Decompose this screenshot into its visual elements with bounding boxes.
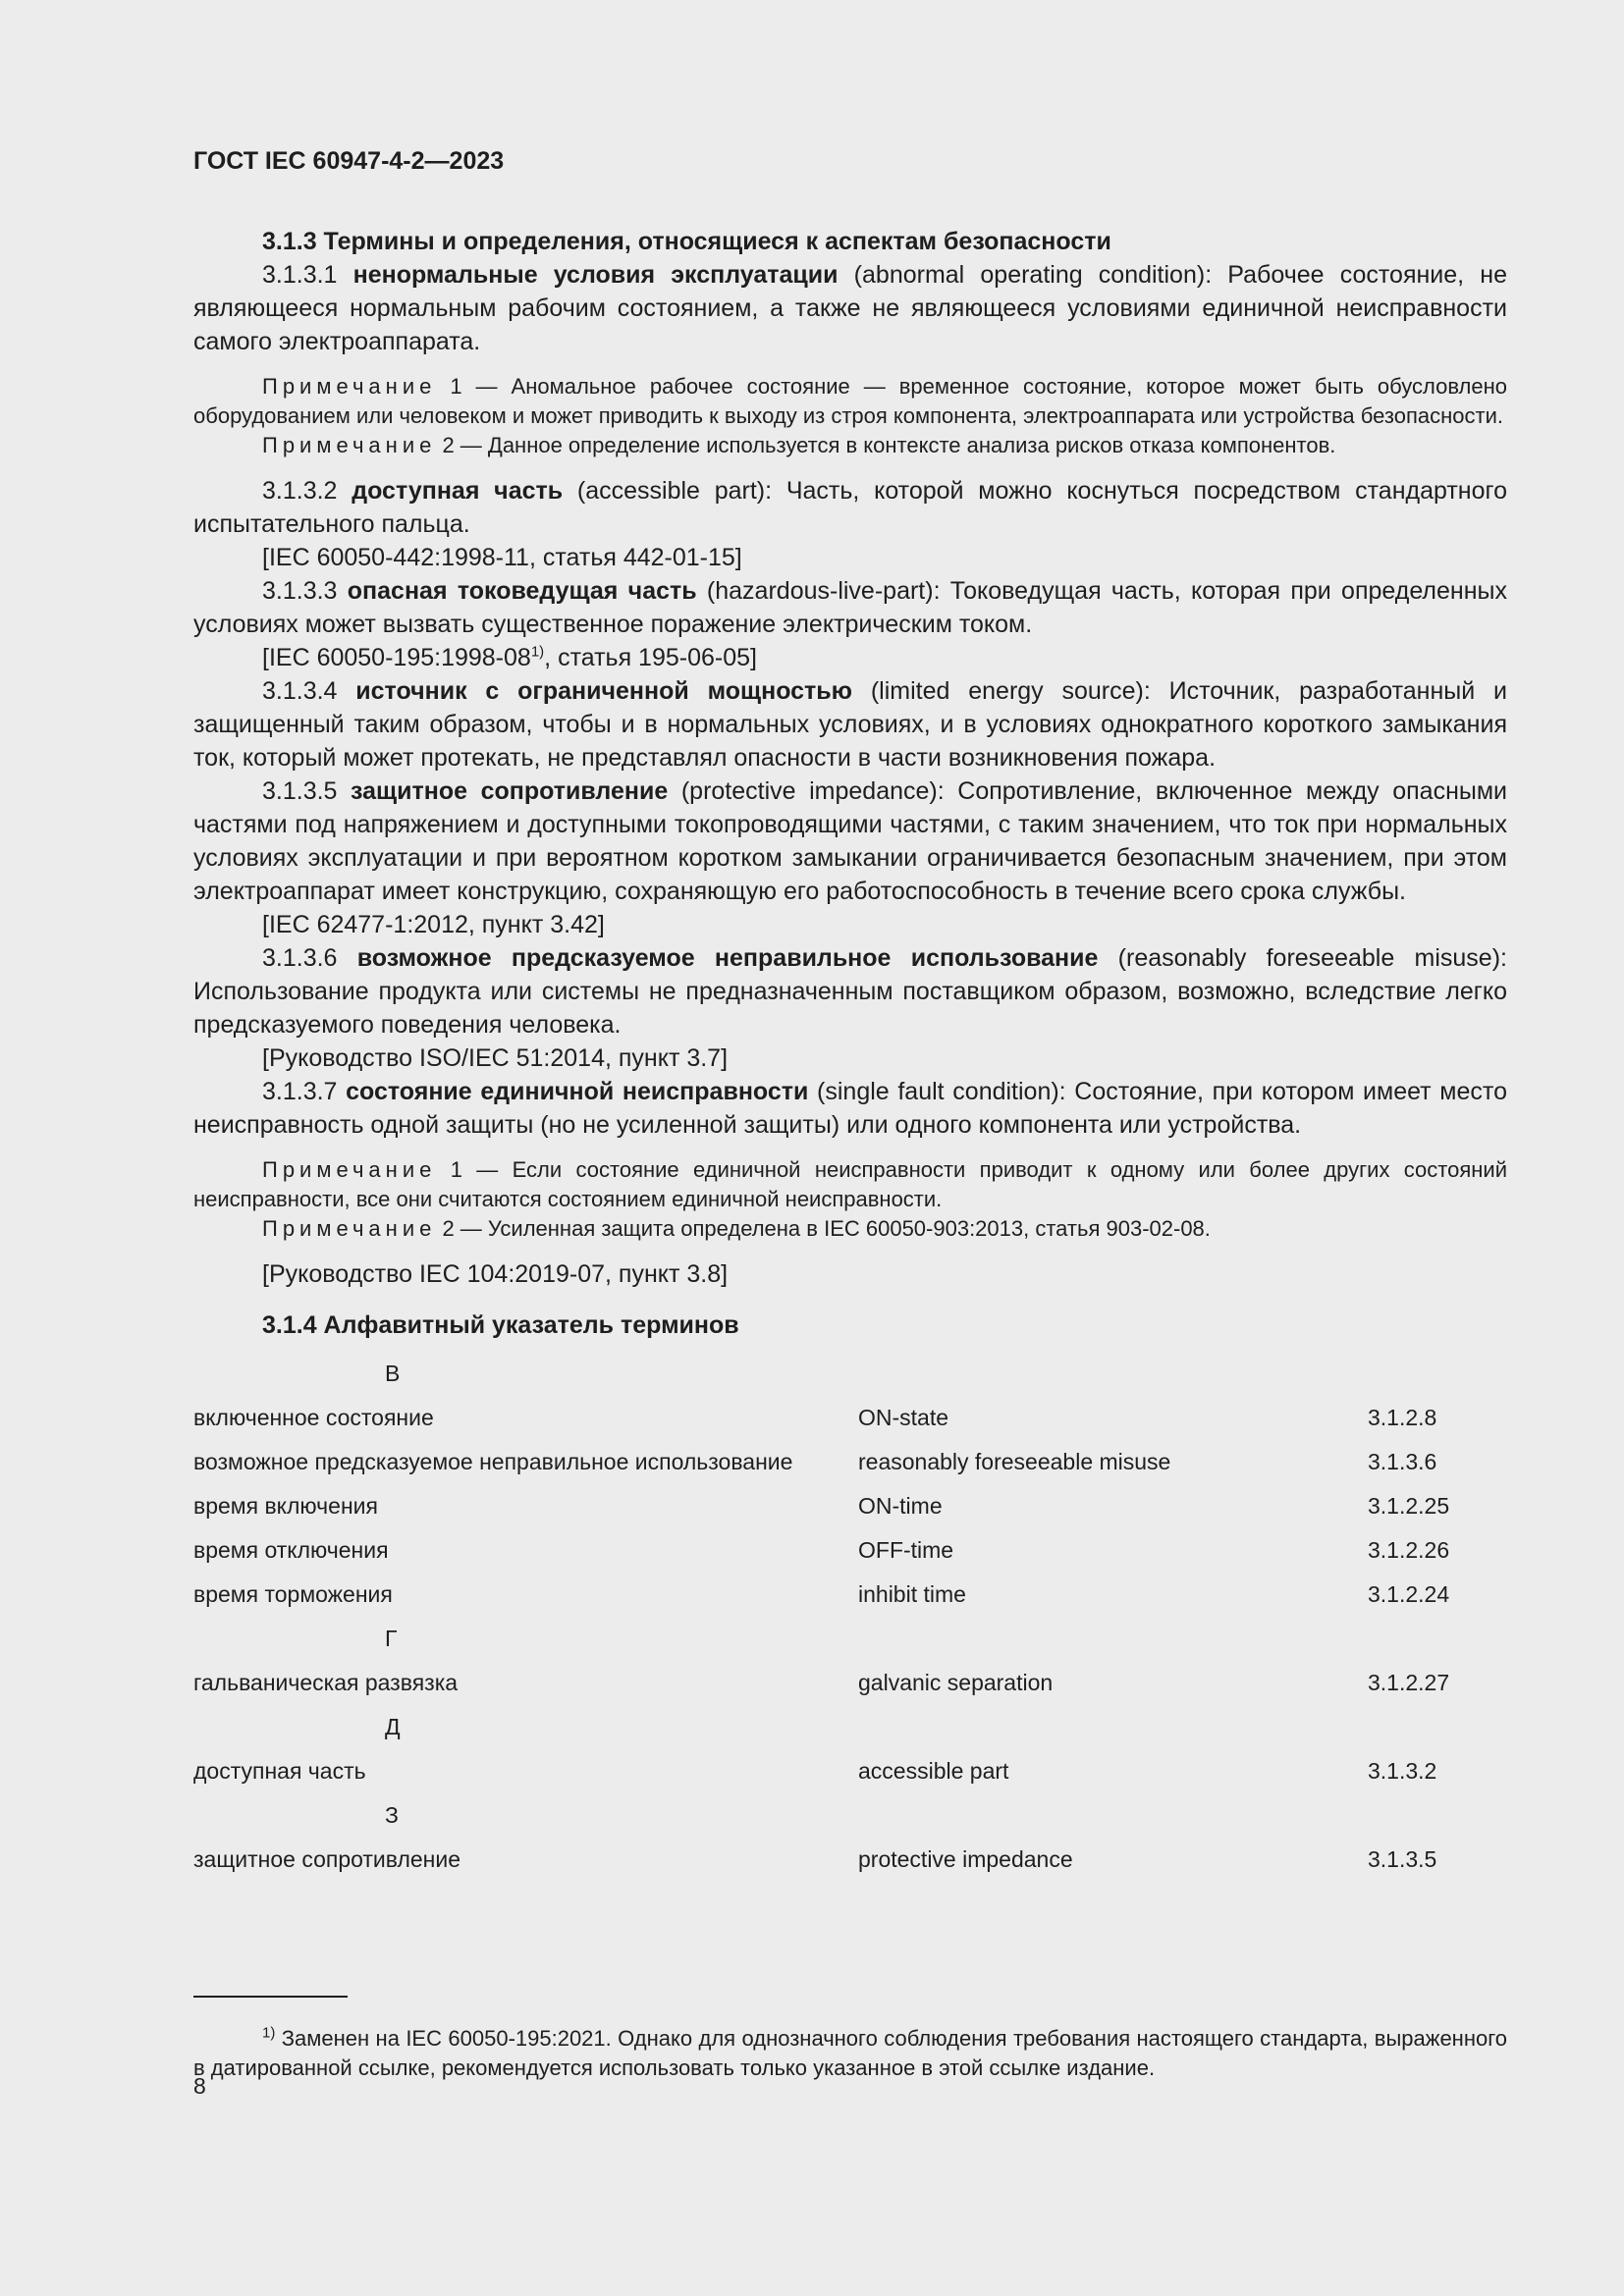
term-3-1-3-1: 3.1.3.1 ненормальные условия эксплуатации (abnormal operating condition): Рабочее состояние, не являющееся нормальным рабочим состоянием, а также не являющееся условиями единичной неисправности самого электроаппарата.: [193, 261, 1507, 355]
index-heading: 3.1.4 Алфавитный указатель терминов: [262, 1311, 739, 1339]
term-3-1-3-6: 3.1.3.6 возможное предсказуемое неправильное использование (reasonably foreseeable misuse): Использование продукта или системы не предназначенным поставщиком образом, возможно, вследствие легко предсказуемого поведения человека.: [193, 944, 1507, 1039]
index-row: [193, 1396, 1507, 1440]
index-row: [193, 1749, 1507, 1793]
reference: [IEC 60050-442:1998-11, статья 442-01-15]: [262, 544, 742, 571]
page-number: 8: [193, 2073, 206, 2099]
term-3-1-3-2: 3.1.3.2 доступная часть (accessible part): Часть, которой можно коснуться посредством стандартного испытательного пальца.: [193, 477, 1507, 538]
document-page: [193, 147, 1507, 1882]
index-term-ru: время отключения: [193, 1537, 389, 1563]
index-term-ref: 3.1.3.2: [1368, 1758, 1437, 1784]
index-letter: Д: [385, 1714, 401, 1739]
index-term-ref: 3.1.2.27: [1368, 1670, 1450, 1695]
index-term-en: protective impedance: [858, 1846, 1073, 1872]
index-term-ref: 3.1.3.5: [1368, 1846, 1437, 1872]
index-term-ru: доступная часть: [193, 1758, 366, 1784]
index-term-en: inhibit time: [858, 1581, 966, 1607]
index-letter-row: [193, 1705, 1507, 1749]
document-header: ГОСТ IEC 60947-4-2—2023: [193, 147, 505, 175]
index-term-ru: возможное предсказуемое неправильное использование: [193, 1449, 793, 1474]
index-term-en: OFF-time: [858, 1537, 954, 1563]
note-2: Примечание 2 — Усиленная защита определена в IEC 60050-903:2013, статья 903-02-08.: [262, 1216, 1211, 1241]
index-term-ref: 3.1.2.26: [1368, 1537, 1450, 1563]
index-term-ru: защитное сопротивление: [193, 1846, 461, 1872]
index-row: [193, 1661, 1507, 1705]
index-term-en: ON-time: [858, 1493, 943, 1519]
index-row: [193, 1528, 1507, 1573]
index-term-en: galvanic separation: [858, 1670, 1054, 1695]
index-term-ru: время торможения: [193, 1581, 393, 1607]
index-row: [193, 1838, 1507, 1882]
index-letter-row: [193, 1617, 1507, 1661]
term-3-1-3-3: 3.1.3.3 опасная токоведущая часть (hazardous-live-part): Токоведущая часть, которая при определенных условиях может вызвать существенное поражение электрическим током.: [193, 577, 1507, 638]
index-row: [193, 1573, 1507, 1617]
index-term-en: ON-state: [858, 1405, 949, 1430]
footnote: $^{1)}$ Заменен на IEC 60050-195:2021. Однако для однозначного соблюдения требования настоящего стандарта, выраженного в датированной ссылке, рекомендуется использовать только указанное в этой ссылке издание.: [193, 2024, 1507, 2080]
term-3-1-3-4: 3.1.3.4 источник с ограниченной мощностью (limited energy source): Источник, разработанный и защищенный таким образом, чтобы и в нормальных условиях, и в условиях однократного короткого замыкания ток, который может протекать, не представлял опасности в части возникновения пожара.: [193, 677, 1507, 772]
note-1: Примечание 1 — Если состояние единичной неисправности приводит к одному или более других состояний неисправности, все они считаются состоянием единичной неисправности.: [193, 1157, 1507, 1211]
index-row: [193, 1440, 1507, 1484]
reference: [Руководство IEC 104:2019-07, пункт 3.8]: [262, 1260, 729, 1288]
index-letter-row: [193, 1793, 1507, 1838]
index-row: [193, 1484, 1507, 1528]
index-term-ref: 3.1.2.25: [1368, 1493, 1450, 1519]
index-term-ref: 3.1.3.6: [1368, 1449, 1437, 1474]
index-term-en: reasonably foreseeable misuse: [858, 1449, 1171, 1474]
index-term-ru: время включения: [193, 1493, 378, 1519]
index-term-ru: гальваническая развязка: [193, 1670, 459, 1695]
reference: [IEC 60050-195:1998-08$^{1)}$, статья 195-06-05]: [262, 643, 757, 671]
index-letter-row: [193, 1352, 1507, 1396]
note-1: Примечание 1 — Аномальное рабочее состояние — временное состояние, которое может быть обусловлено оборудованием или человеком и может приводить к выходу из строя компонента, электроаппарата или устройства безопасности.: [193, 374, 1507, 428]
term-3-1-3-5: 3.1.3.5 защитное сопротивление (protective impedance): Сопротивление, включенное между опасными частями под напряжением и доступными токопроводящими частями, с таким значением, что ток при нормальных условиях эксплуатации и при вероятном коротком замыкании ограничивается безопасным значением, при этом электроаппарат имеет конструкцию, сохраняющую его работоспособность в течение всего срока службы.: [193, 777, 1507, 905]
note-2: Примечание 2 — Данное определение используется в контексте анализа рисков отказа компонентов.: [262, 433, 1336, 457]
index-term-en: accessible part: [858, 1758, 1009, 1784]
footnote-divider: [193, 1996, 348, 1998]
index-letter: Г: [385, 1626, 398, 1651]
index-term-ref: 3.1.2.24: [1368, 1581, 1450, 1607]
index-letter: З: [385, 1802, 399, 1828]
footnote-mark: 1): [530, 643, 545, 661]
term-index: [193, 1352, 1507, 1882]
reference: [Руководство ISO/IEC 51:2014, пункт 3.7]: [262, 1044, 729, 1072]
section-heading: 3.1.3 Термины и определения, относящиеся к аспектам безопасности: [262, 228, 1111, 255]
term-3-1-3-7: 3.1.3.7 состояние единичной неисправности (single fault condition): Состояние, при котором имеет место неисправность одной защиты (но не усиленной защиты) или одного компонента или устройства.: [193, 1078, 1507, 1139]
footnote-mark: 1): [262, 2024, 276, 2042]
index-term-ref: 3.1.2.8: [1368, 1405, 1437, 1430]
reference: [IEC 62477-1:2012, пункт 3.42]: [262, 911, 605, 938]
index-letter: В: [385, 1361, 401, 1386]
index-term-ru: включенное состояние: [193, 1405, 434, 1430]
